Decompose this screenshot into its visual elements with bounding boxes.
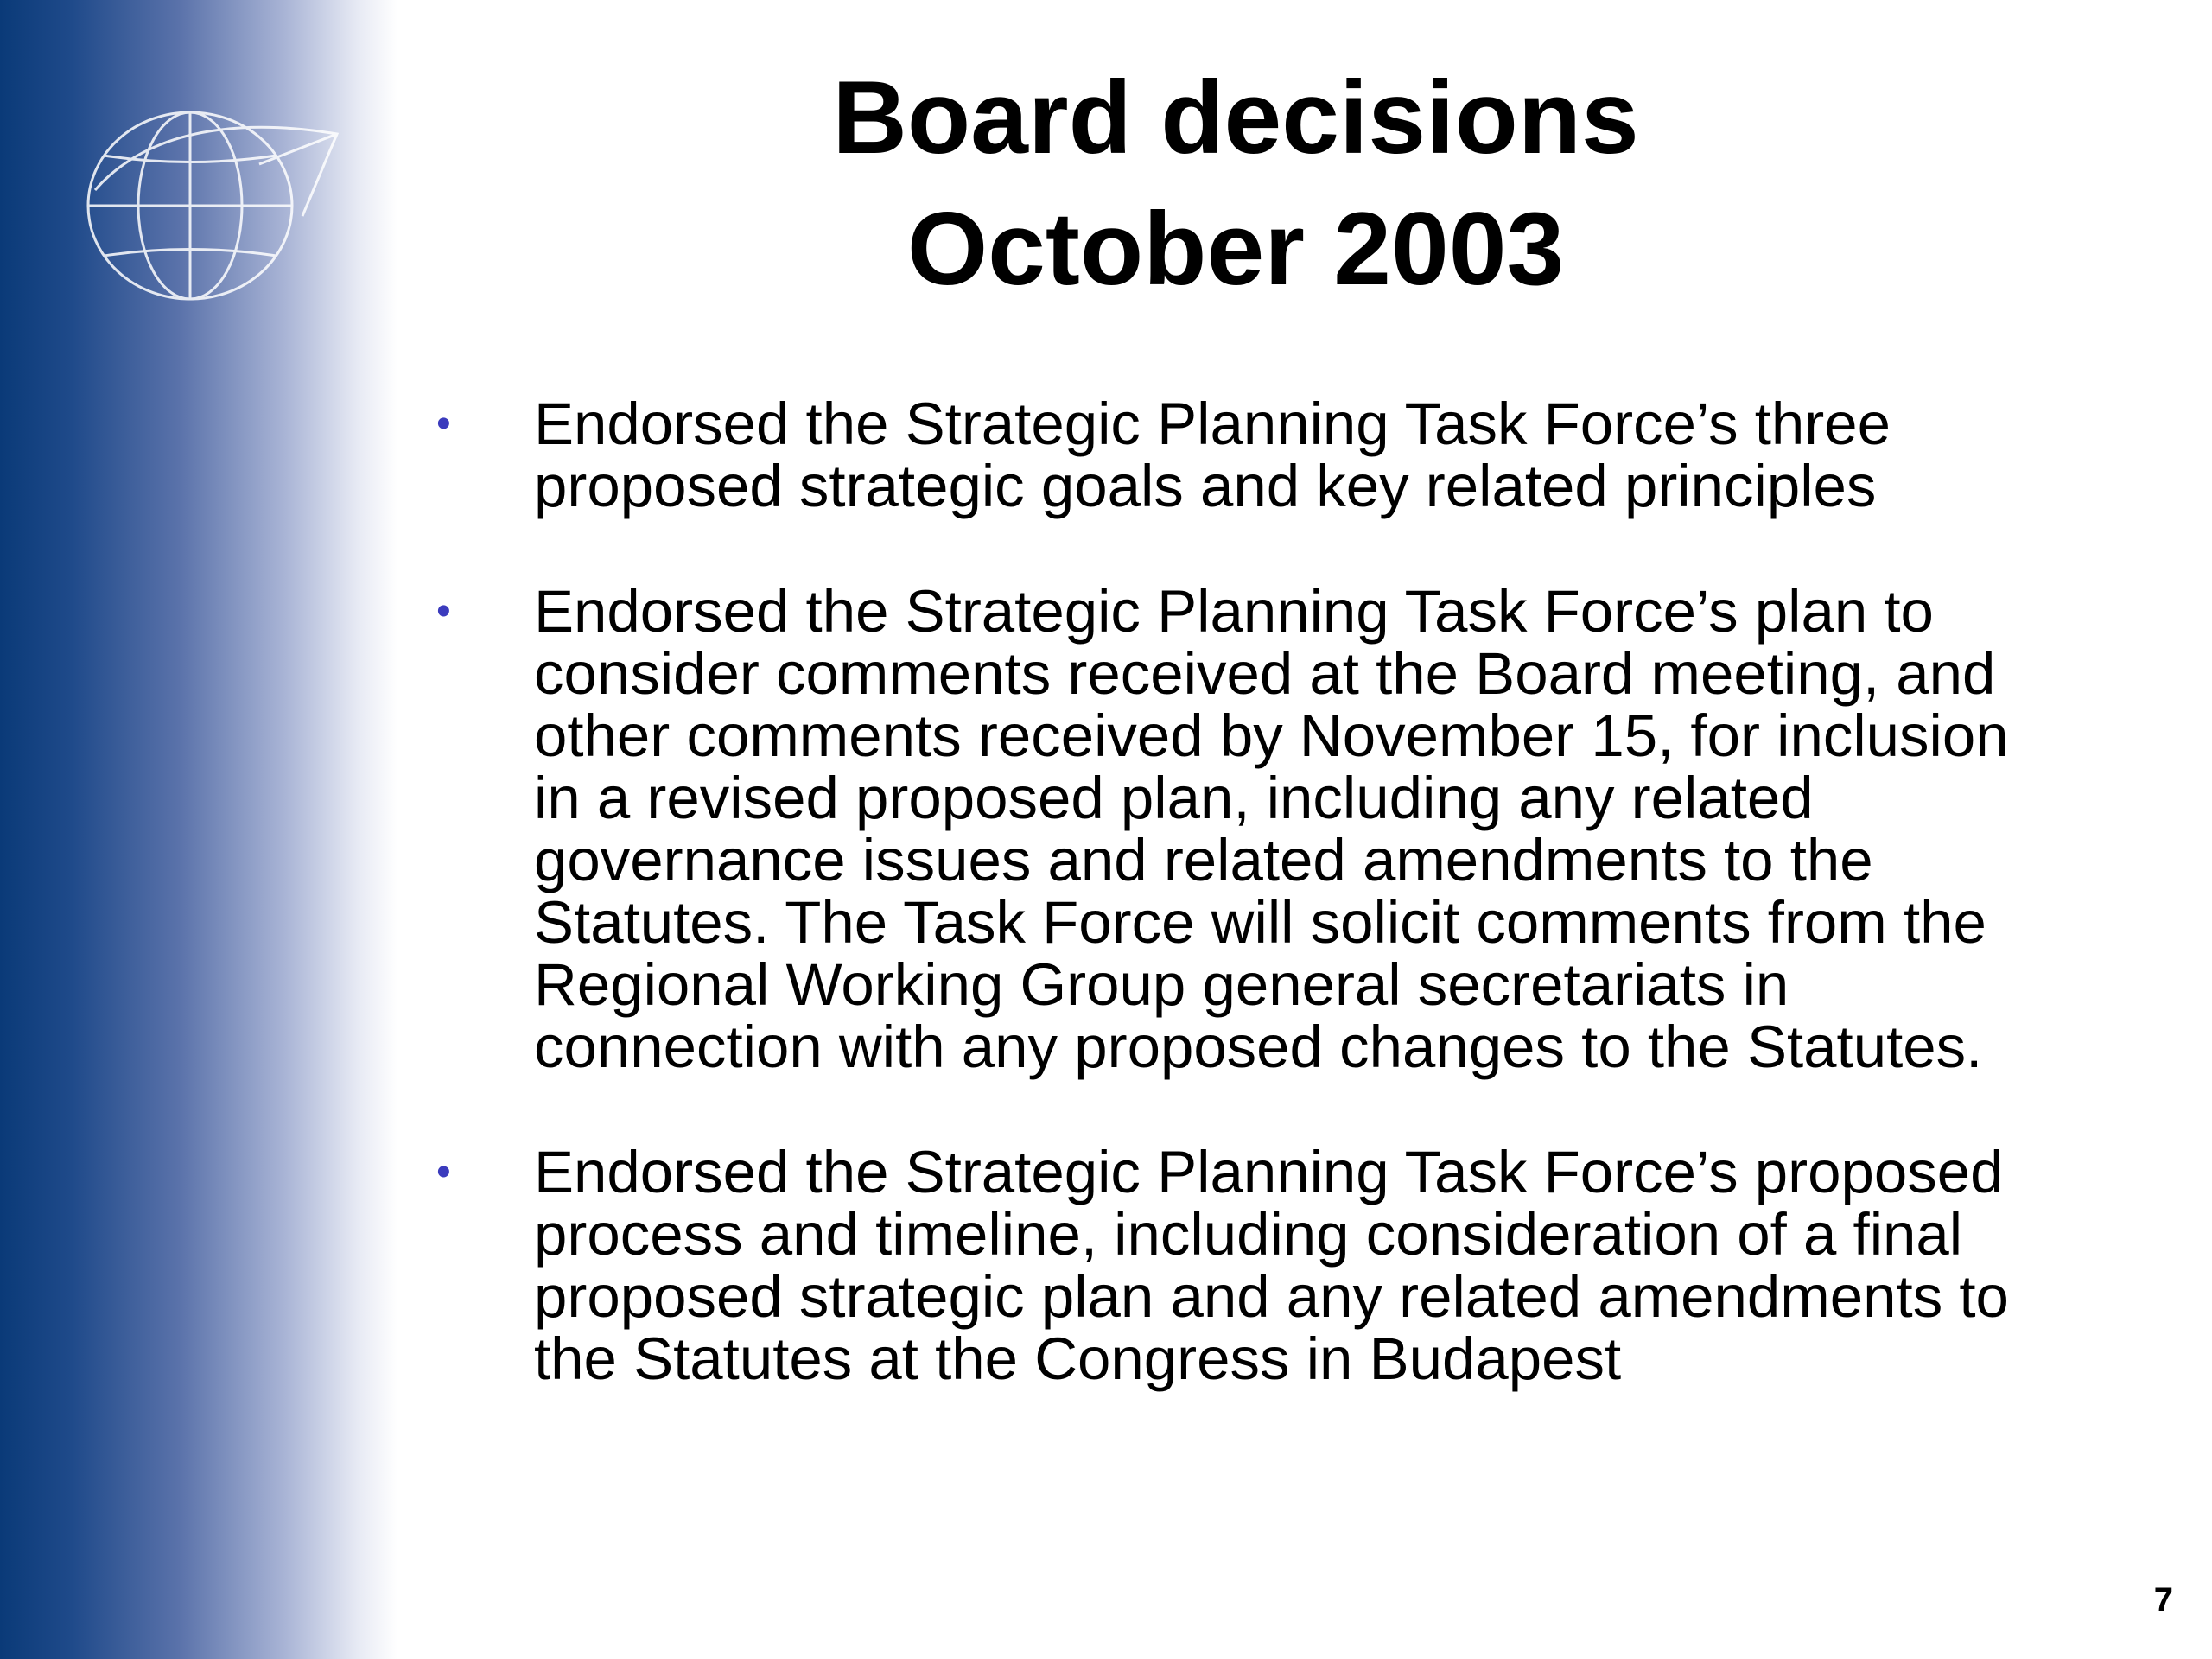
sidebar-gradient: [0, 0, 397, 1659]
globe-logo-icon: [43, 86, 346, 328]
slide-title: [467, 52, 2005, 315]
title-line-1: Board decisions: [832, 60, 1639, 175]
bullet-item-1: [436, 393, 2044, 518]
bullet-item-2: [436, 578, 2044, 1080]
bullet-item-3: [436, 1141, 2044, 1390]
title-line-2: October 2003: [906, 191, 1565, 307]
bullet-text-3: Endorsed the Strategic Planning Task Force’s proposed process and timeline, including consideration of a final proposed strategic plan and any related amendments to the Statutes at the Congress in Budapest: [534, 1139, 2009, 1392]
bullet-dot-icon: •: [436, 1149, 451, 1195]
bullet-list: [436, 393, 2044, 1453]
bullet-dot-icon: •: [436, 588, 451, 634]
page-number: 7: [2153, 1581, 2173, 1619]
bullet-text-1: Endorsed the Strategic Planning Task Force’s three proposed strategic goals and key related principles: [534, 391, 1891, 519]
bullet-text-2: Endorsed the Strategic Planning Task Force’s plan to consider comments received at the Board meeting, and other comments received by November 15, for inclusion in a revised proposed plan, including any related governance issues and related amendments to the Statutes. The Task Force will solicit comments from the Regional Working Group general secretariats in connection with any proposed changes to the Statutes.: [534, 578, 2009, 1080]
bullet-dot-icon: •: [436, 401, 451, 447]
